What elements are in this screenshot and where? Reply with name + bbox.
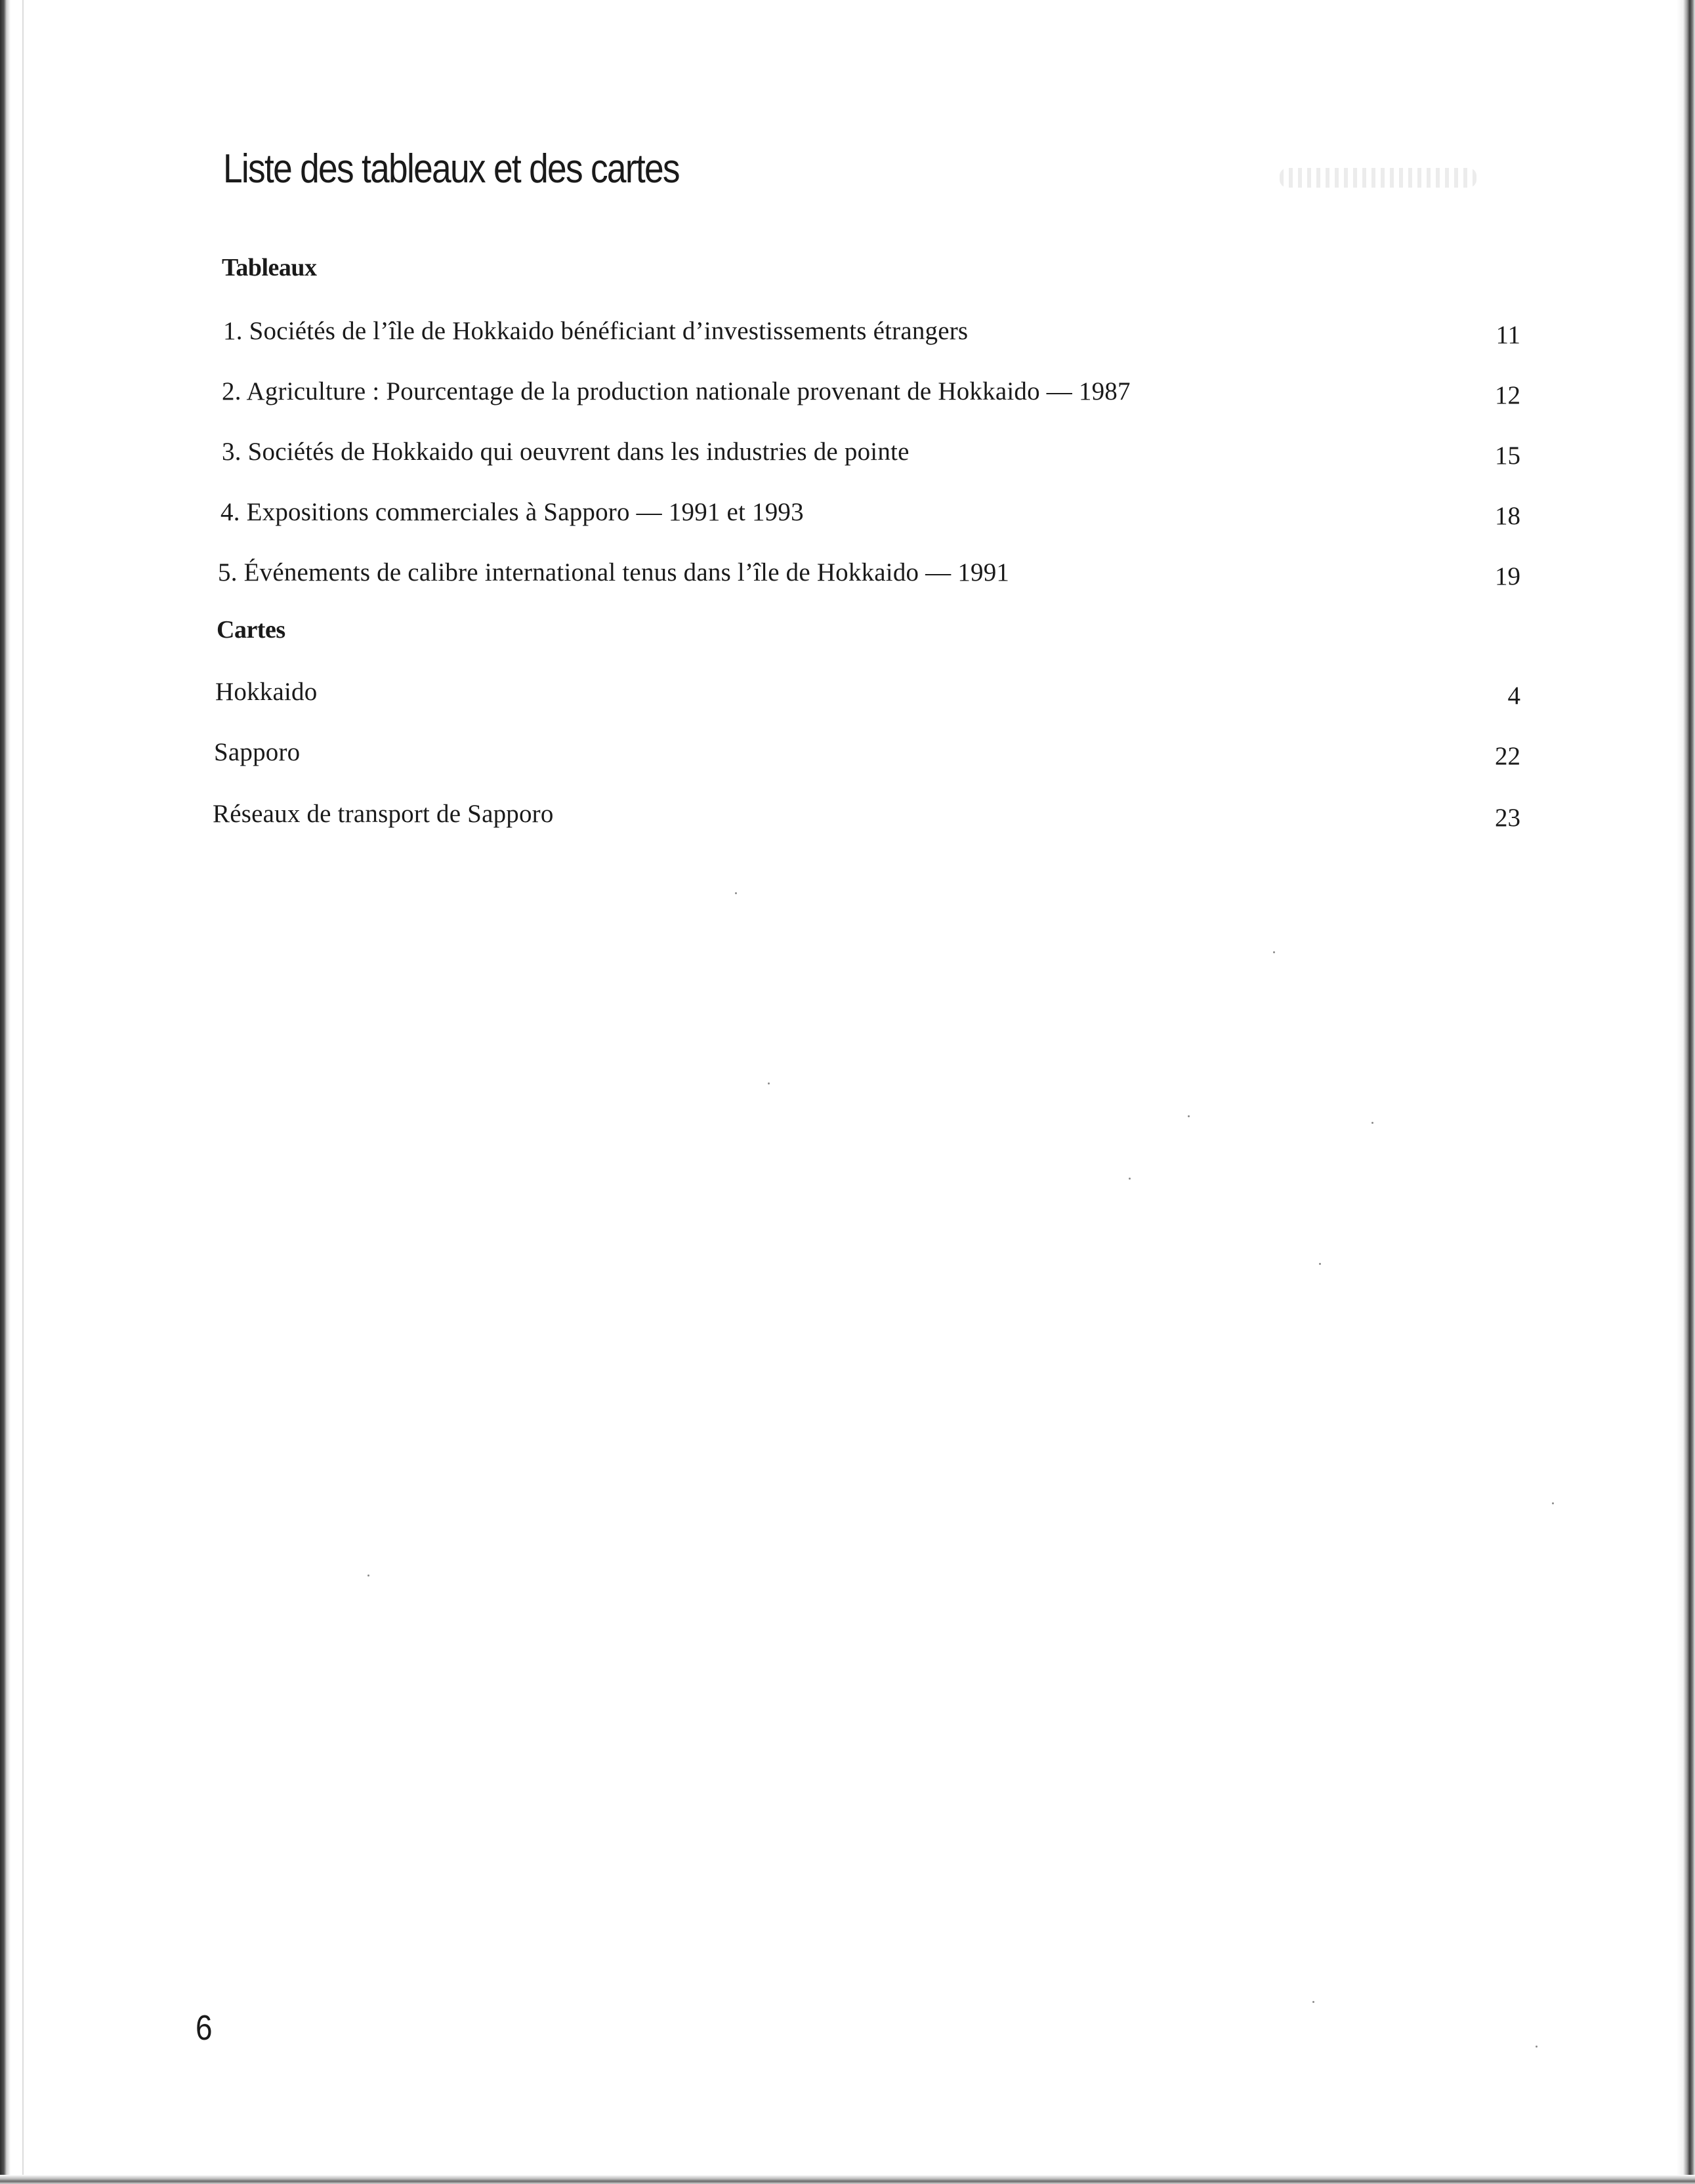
toc-entry-label: 1. Sociétés de l’île de Hokkaido bénéficiant d’investissements étrangers xyxy=(223,317,969,345)
toc-entry-table-5[interactable] xyxy=(0,558,1695,597)
toc-entry-page: 12 xyxy=(1495,381,1520,409)
toc-entry-page: 4 xyxy=(1507,682,1520,710)
scan-smudge xyxy=(1280,168,1476,188)
toc-entry-label: 5. Événements de calibre international tenus dans l’île de Hokkaido — 1991 xyxy=(218,558,1010,587)
toc-entry-map-hokkaido[interactable] xyxy=(0,677,1695,716)
toc-entry-label: Hokkaido xyxy=(215,678,318,706)
page-number: 6 xyxy=(196,2008,213,2048)
toc-entry-label: 3. Sociétés de Hokkaido qui oeuvrent dans les industries de pointe xyxy=(222,438,910,466)
scan-speck xyxy=(367,1575,369,1576)
scan-speck xyxy=(1312,2001,1314,2003)
scan-speck xyxy=(1552,1502,1554,1504)
scan-bottom-edge xyxy=(0,2175,1695,2184)
maps-heading: Cartes xyxy=(217,616,285,644)
scan-speck xyxy=(735,892,737,894)
toc-entry-map-sapporo[interactable] xyxy=(0,737,1695,777)
toc-entry-label: Sapporo xyxy=(214,738,301,766)
toc-entry-page: 18 xyxy=(1495,502,1520,530)
toc-entry-page: 15 xyxy=(1495,442,1520,470)
toc-entry-page: 11 xyxy=(1496,321,1520,349)
toc-entry-table-3[interactable] xyxy=(0,437,1695,476)
page-title: Liste des tableaux et des cartes xyxy=(223,146,679,192)
scan-speck xyxy=(1188,1115,1190,1117)
toc-entry-label: 4. Expositions commerciales à Sapporo — 1991 et 1993 xyxy=(220,498,804,526)
scan-speck xyxy=(1319,1263,1321,1265)
toc-entry-page: 23 xyxy=(1495,804,1520,832)
toc-entry-page: 19 xyxy=(1495,562,1520,590)
scan-speck xyxy=(1273,951,1275,953)
toc-entry-table-1[interactable] xyxy=(0,316,1695,356)
toc-entry-table-4[interactable] xyxy=(0,497,1695,537)
scan-speck xyxy=(1129,1178,1131,1180)
scan-speck xyxy=(768,1082,770,1084)
scan-speck xyxy=(1536,2046,1538,2048)
toc-entry-label: 2. Agriculture : Pourcentage de la production nationale provenant de Hokkaido — 1987 xyxy=(222,377,1131,405)
toc-entry-page: 22 xyxy=(1495,742,1520,770)
toc-entry-map-transport[interactable] xyxy=(0,799,1695,838)
tables-heading: Tableaux xyxy=(222,254,317,281)
scan-speck xyxy=(1371,1122,1373,1124)
toc-entry-label: Réseaux de transport de Sapporo xyxy=(213,800,554,828)
toc-entry-table-2[interactable] xyxy=(0,377,1695,416)
